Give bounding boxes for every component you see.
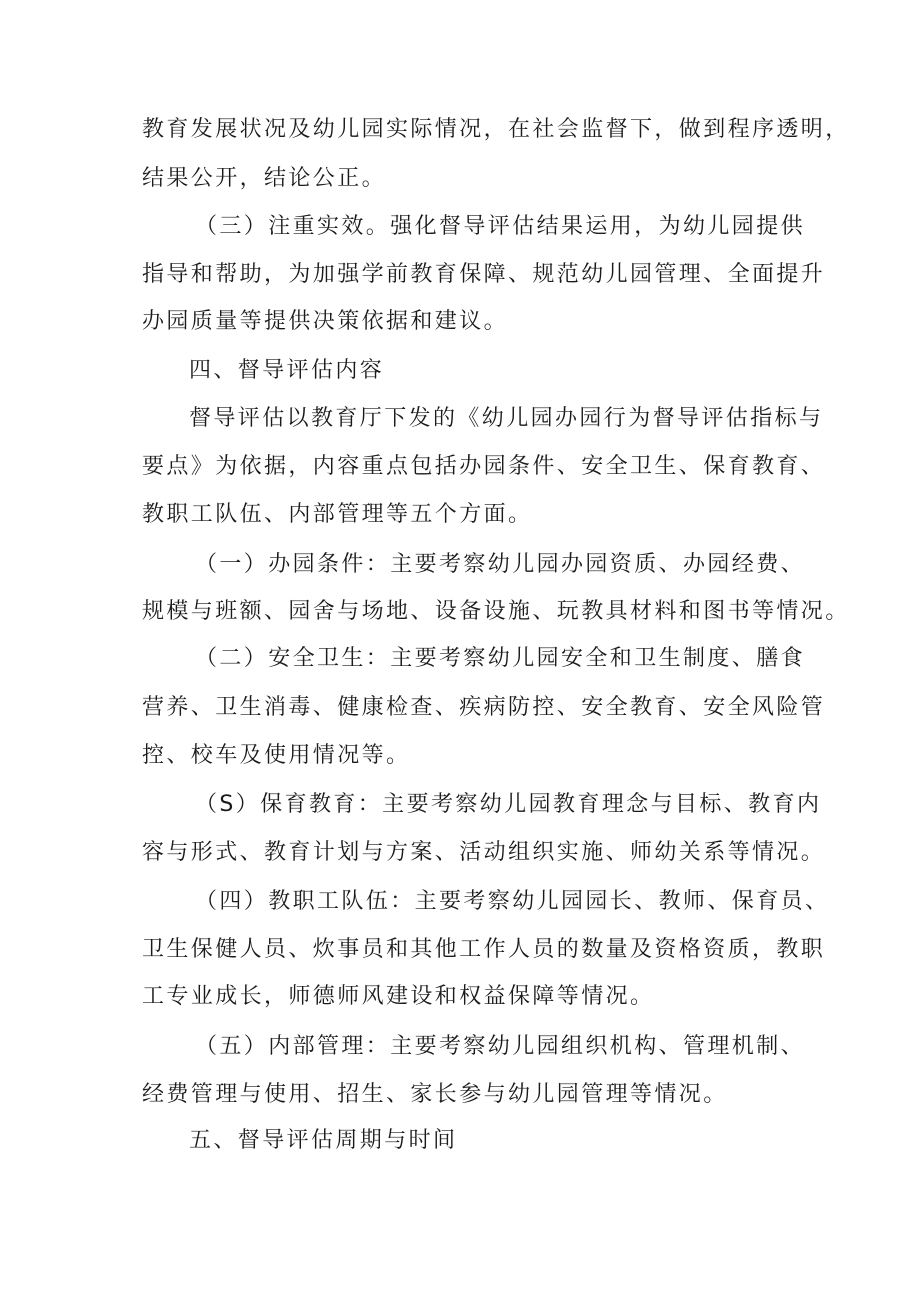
paragraph-line: （一）办园条件：主要考察幼儿园办园资质、办园经费、: [195, 552, 806, 577]
paragraph-line: 容与形式、教育计划与方案、活动组织实施、师幼关系等情况。: [142, 840, 826, 865]
paragraph-line: 结果公开，结论公正。: [142, 166, 387, 191]
paragraph-line: 卫生保健人员、炊事员和其他工作人员的数量及资格资质，教职: [142, 937, 826, 962]
paragraph-line: 经费管理与使用、招生、家长参与幼儿园管理等情况。: [142, 1082, 728, 1107]
paragraph-line: 教育发展状况及幼儿园实际情况，在社会监督下，做到程序透明，: [142, 117, 850, 142]
paragraph-line: 指导和帮助，为加强学前教育保障、规范幼儿园管理、全面提升: [142, 262, 826, 287]
paragraph-line: 教职工队伍、内部管理等五个方面。: [142, 502, 533, 527]
paragraph-line: （S）保育教育：主要考察幼儿园教育理念与目标、教育内: [195, 792, 822, 817]
paragraph-line: 办园质量等提供决策依据和建议。: [142, 309, 509, 334]
paragraph-line: 督导评估以教育厅下发的《幼儿园办园行为督导评估指标与: [189, 406, 824, 431]
paragraph-line: 要点》为依据，内容重点包括办园条件、安全卫生、保育教育、: [142, 454, 826, 479]
section-heading: 五、督导评估周期与时间: [189, 1128, 458, 1153]
paragraph-line: （四）教职工队伍：主要考察幼儿园园长、教师、保育员、: [195, 889, 830, 914]
paragraph-line: 工专业成长，师德师风建设和权益保障等情况。: [142, 984, 655, 1009]
paragraph-line: 营养、卫生消毒、健康检查、疾病防控、安全教育、安全风险管: [142, 695, 826, 720]
paragraph-line: （五）内部管理：主要考察幼儿园组织机构、管理机制、: [195, 1034, 806, 1059]
paragraph-line: 规模与班额、园舍与场地、设备设施、玩教具材料和图书等情况。: [142, 599, 850, 624]
paragraph-line: 控、校车及使用情况等。: [142, 743, 411, 768]
section-heading: 四、督导评估内容: [189, 358, 385, 383]
paragraph-line: （二）安全卫生：主要考察幼儿园安全和卫生制度、膳食: [195, 646, 806, 671]
paragraph-line: （三）注重实效。强化督导评估结果运用，为幼儿园提供: [195, 214, 806, 239]
